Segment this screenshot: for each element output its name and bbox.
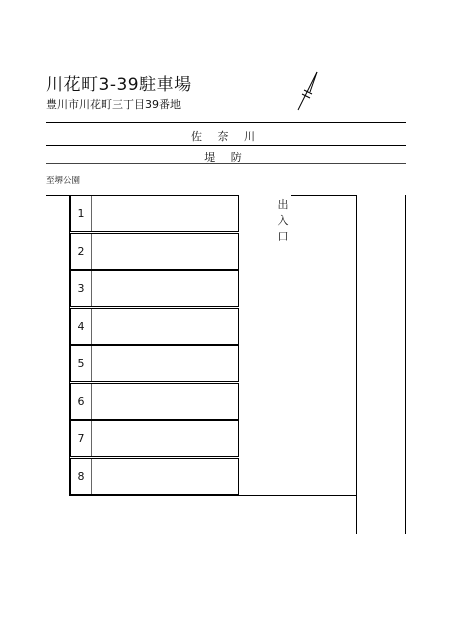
parking-space <box>70 308 239 345</box>
parking-space <box>70 195 239 232</box>
parking-space-number: 3 <box>71 271 92 306</box>
north-arrow-icon <box>290 70 330 114</box>
lot-top-boundary-right <box>291 195 357 196</box>
embankment-line <box>46 163 406 164</box>
river-label: 佐 奈 川 <box>191 130 261 143</box>
river-bottom-line <box>46 145 406 146</box>
parking-space-number: 4 <box>71 309 92 344</box>
parking-space <box>70 420 239 457</box>
river-top-line <box>46 122 406 123</box>
lot-right-boundary <box>356 195 357 534</box>
parking-space-number: 2 <box>71 234 92 269</box>
entrance-label: 出入口 <box>277 198 289 243</box>
parking-space <box>70 345 239 382</box>
lot-bottom-boundary <box>69 495 357 496</box>
parking-space <box>70 383 239 420</box>
road-edge-line <box>405 195 406 534</box>
parking-space <box>70 458 239 495</box>
parking-space <box>70 233 239 270</box>
page-title: 川花町3-39駐車場 <box>46 75 192 95</box>
parking-space-number: 1 <box>71 196 92 231</box>
address: 豊川市川花町三丁目39番地 <box>46 98 181 111</box>
parking-space-number: 7 <box>71 421 92 456</box>
parking-space-number: 6 <box>71 384 92 419</box>
embankment-label: 堤 防 <box>204 151 248 164</box>
parking-space <box>70 270 239 307</box>
parking-space-number: 5 <box>71 346 92 381</box>
park-direction-label: 至堺公園 <box>46 176 81 186</box>
parking-space-number: 8 <box>71 459 92 494</box>
